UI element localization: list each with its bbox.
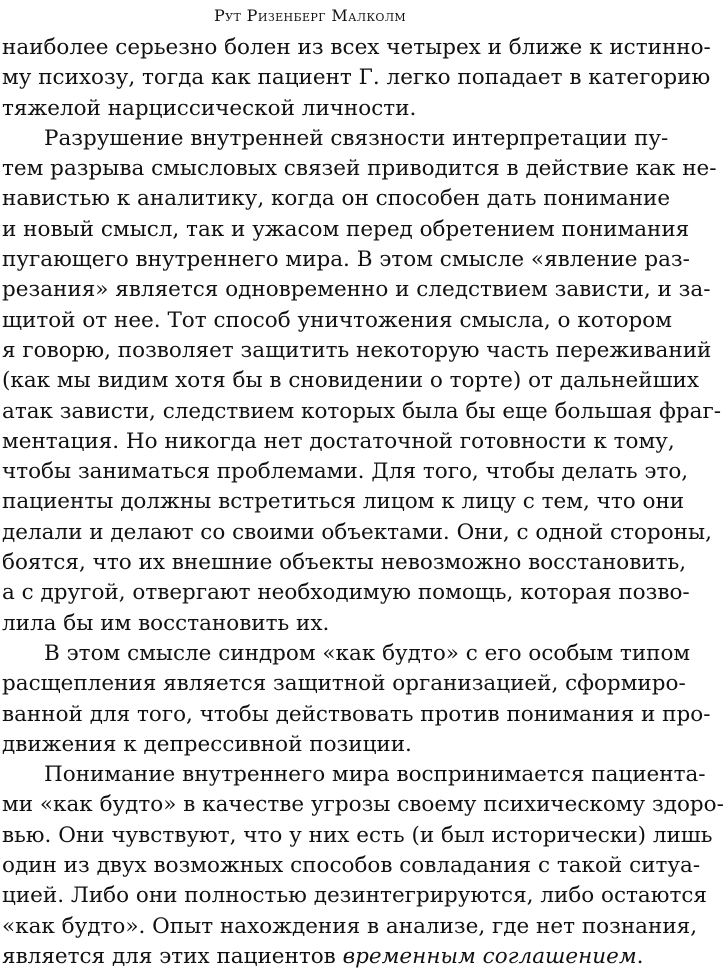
text-line: лила бы им восстановить их. <box>2 610 330 636</box>
text-line: Разрушение внутренней связности интерпретации пу- <box>44 125 669 151</box>
text-line: расщепления является защитной организацией, сформиро- <box>2 671 686 697</box>
text-line: В этом смысле синдром «как будто» с его особым типом <box>44 640 691 666</box>
text-line: (как мы видим хотя бы в сновидении о торте) от дальнейших <box>2 368 700 394</box>
text-line: и новый смысл, так и ужасом перед обретением понимания <box>2 216 690 242</box>
text-line: щитой от нее. Тот способ уничтожения смысла, о котором <box>2 307 672 333</box>
text-line: ми «как будто» в качестве угрозы своему психическому здоро- <box>2 792 724 818</box>
text-line: резания» является одновременно и следствием зависти, и за- <box>2 277 711 303</box>
paragraph <box>2 124 722 639</box>
paragraph <box>2 639 711 760</box>
running-header: Рут Ризенберг Малколм <box>213 6 407 25</box>
text-line: тяжелой нарциссической личности. <box>2 95 417 121</box>
final-text-line <box>2 942 644 972</box>
text-line: делали и делают со своими объектами. Они, с одной стороны, <box>2 519 712 545</box>
text-line: я говорю, позволяет защитить некоторую часть переживаний <box>2 337 712 363</box>
paragraph <box>2 33 711 124</box>
text-line: пугающего внутреннего мира. В этом смысле «явление раз- <box>2 247 690 273</box>
text-line: один из двух возможных способов совладания с такой ситуа- <box>2 853 701 879</box>
text-line: «как будто». Опыт нахождения в анализе, где нет познания, <box>2 913 698 939</box>
text-line: атак зависти, следствием которых была бы еще большая фраг- <box>2 398 722 424</box>
text-line: навистью к аналитику, когда он способен дать понимание <box>2 186 671 212</box>
text-span: является для этих пациентов <box>2 943 343 969</box>
text-line: вью. Они чувствуют, что у них есть (и был исторически) лишь <box>2 822 713 848</box>
text-line: наиболее серьезно болен из всех четырех и ближе к истинно- <box>2 35 711 60</box>
text-line: ментация. Но никогда нет достаточной готовности к тому, <box>2 428 675 454</box>
body-text <box>2 33 724 972</box>
text-span: . <box>636 943 644 969</box>
text-line: движения к депрессивной позиции. <box>2 731 412 757</box>
text-line: а с другой, отвергают необходимую помощь, которая позво- <box>2 580 690 606</box>
italic-term: временным соглашением <box>342 943 637 969</box>
text-line: му психозу, тогда как пациент Г. легко попадает в категорию <box>2 65 711 91</box>
text-line: чтобы заниматься проблемами. Для того, чтобы делать это, <box>2 459 689 485</box>
paragraph <box>2 760 724 972</box>
text-line: ванной для того, чтобы действовать против понимания и про- <box>2 701 711 727</box>
text-line: боятся, что их внешние объекты невозможно восстановить, <box>2 550 687 576</box>
text-line: Понимание внутреннего мира воспринимается пациента- <box>44 762 706 788</box>
text-line: пациенты должны встретиться лицом к лицу с тем, что они <box>2 489 685 515</box>
text-line: цией. Либо они полностью дезинтегрируются, либо остаются <box>2 883 707 909</box>
text-line: тем разрыва смысловых связей приводится в действие как не- <box>2 156 717 182</box>
